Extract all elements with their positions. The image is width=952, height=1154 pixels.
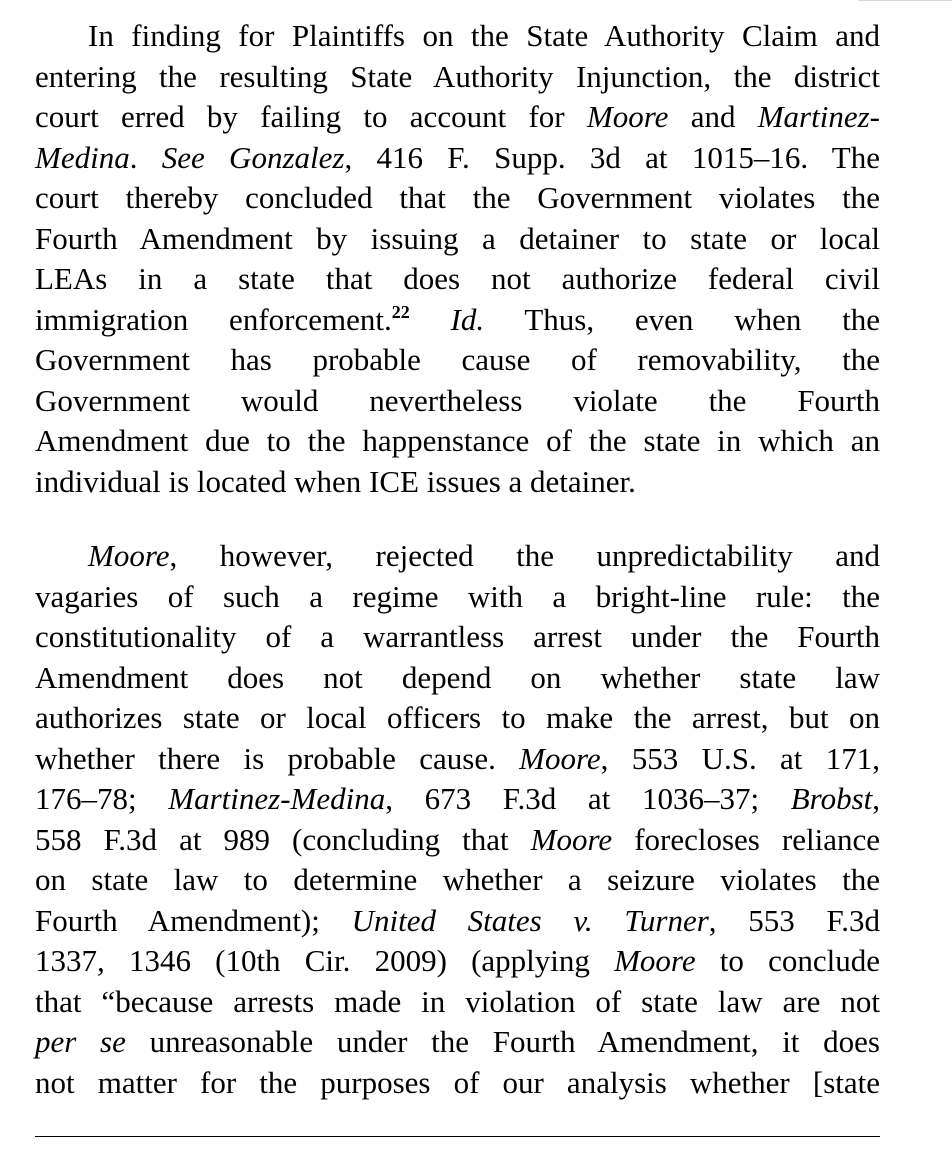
italic-text: per se bbox=[35, 1024, 126, 1059]
text-line bbox=[35, 138, 880, 179]
text-line bbox=[35, 1063, 880, 1104]
italic-text: Moore bbox=[88, 538, 170, 573]
text-segment: not matter for the purposes of our analysis whether [state bbox=[35, 1064, 880, 1100]
page-corner-rule bbox=[858, 0, 952, 1]
text-line bbox=[35, 941, 880, 982]
text-segment: LEAs in a state that does not authorize federal civil bbox=[35, 261, 880, 296]
text-segment: forecloses reliance bbox=[612, 821, 880, 857]
text-segment: , bbox=[872, 781, 880, 816]
text-segment: Amendment due to the happenstance of the state in which an bbox=[35, 423, 880, 458]
paragraph-gap bbox=[35, 502, 880, 536]
text-segment: vagaries of such a regime with a bright-line rule: the bbox=[35, 578, 880, 614]
text-segment: Government would nevertheless violate the Fourth bbox=[35, 382, 880, 418]
text-segment: entering the resulting State Authority Injunction, the district bbox=[35, 58, 880, 94]
text-segment: , 673 F.3d at 1036–37; bbox=[385, 781, 791, 816]
italic-text: See Gonzalez bbox=[161, 139, 345, 175]
text-segment: Thus, even when the bbox=[484, 301, 880, 337]
text-segment: that “because arrests made in violation of state law are not bbox=[35, 983, 880, 1019]
text-line bbox=[35, 1022, 880, 1063]
text-line bbox=[35, 982, 880, 1023]
text-segment: Fourth Amendment); bbox=[35, 902, 352, 938]
text-segment: individual is located when ICE issues a detainer. bbox=[35, 463, 636, 499]
text-line bbox=[35, 340, 880, 381]
text-segment: immigration enforcement. bbox=[35, 301, 392, 337]
text-segment: court erred by failing to account for bbox=[35, 99, 587, 134]
text-line bbox=[35, 57, 880, 98]
italic-text: United States v. Turner bbox=[351, 902, 709, 938]
text-line bbox=[35, 739, 880, 780]
footnote-reference: 22 bbox=[391, 301, 410, 322]
text-segment: on state law to determine whether a seizure violates the bbox=[35, 862, 880, 897]
text-segment: , 553 F.3d bbox=[708, 902, 880, 938]
document-page bbox=[35, 16, 880, 1103]
text-segment: 1337, 1346 (10th Cir. 2009) (applying bbox=[35, 943, 615, 978]
italic-text: Martinez- bbox=[757, 99, 880, 134]
text-segment: court thereby concluded that the Government violates the bbox=[35, 180, 880, 215]
italic-text: Id. bbox=[450, 301, 485, 337]
text-segment: In finding for Plaintiffs on the State Authority Claim and bbox=[88, 18, 880, 53]
text-segment: to conclude bbox=[695, 943, 880, 978]
text-line bbox=[35, 779, 880, 820]
text-line bbox=[35, 16, 880, 57]
text-line bbox=[35, 381, 880, 422]
text-line bbox=[35, 536, 880, 577]
text-segment: 558 F.3d at 989 (concluding that bbox=[35, 821, 531, 857]
text-line bbox=[35, 300, 880, 341]
text-segment: constitutionality of a warrantless arrest under the Fourth bbox=[35, 619, 880, 654]
footnote-separator-rule bbox=[35, 1136, 880, 1137]
text-segment: Government has probable cause of removability, the bbox=[35, 342, 880, 377]
text-line bbox=[35, 219, 880, 260]
text-line bbox=[35, 658, 880, 699]
text-line bbox=[35, 259, 880, 300]
text-segment: , 553 U.S. at 171, bbox=[600, 740, 880, 776]
text-line bbox=[35, 860, 880, 901]
text-segment bbox=[410, 302, 451, 337]
text-line bbox=[35, 901, 880, 942]
text-segment: authorizes state or local officers to make the arrest, but on bbox=[35, 700, 880, 735]
text-segment: unreasonable under the Fourth Amendment, it does bbox=[125, 1024, 880, 1059]
italic-text: Martinez-Medina bbox=[168, 781, 386, 816]
italic-text: Moore bbox=[614, 943, 696, 978]
text-segment: Amendment does not depend on whether state law bbox=[35, 659, 880, 695]
italic-text: Moore bbox=[519, 740, 601, 776]
text-line bbox=[35, 617, 880, 658]
italic-text: Moore bbox=[530, 821, 613, 857]
text-segment: , however, rejected the unpredictability and bbox=[169, 538, 880, 573]
text-line bbox=[35, 421, 880, 462]
text-line bbox=[35, 462, 880, 503]
italic-text: Brobst bbox=[790, 781, 873, 816]
text-line bbox=[35, 820, 880, 861]
text-segment: . bbox=[129, 139, 162, 175]
text-segment: and bbox=[668, 99, 758, 134]
text-line bbox=[35, 698, 880, 739]
text-segment: Fourth Amendment by issuing a detainer to state or local bbox=[35, 220, 880, 256]
italic-text: Medina bbox=[35, 139, 130, 175]
paragraph-moore-bright-line-rule bbox=[35, 536, 880, 1103]
italic-text: Moore bbox=[586, 99, 669, 134]
text-line bbox=[35, 577, 880, 618]
text-segment: , 416 F. Supp. 3d at 1015–16. The bbox=[344, 139, 881, 175]
text-line bbox=[35, 97, 880, 138]
text-line bbox=[35, 178, 880, 219]
paragraph-state-authority-claim bbox=[35, 16, 880, 502]
text-segment: whether there is probable cause. bbox=[35, 740, 520, 776]
text-segment: 176–78; bbox=[35, 781, 169, 816]
